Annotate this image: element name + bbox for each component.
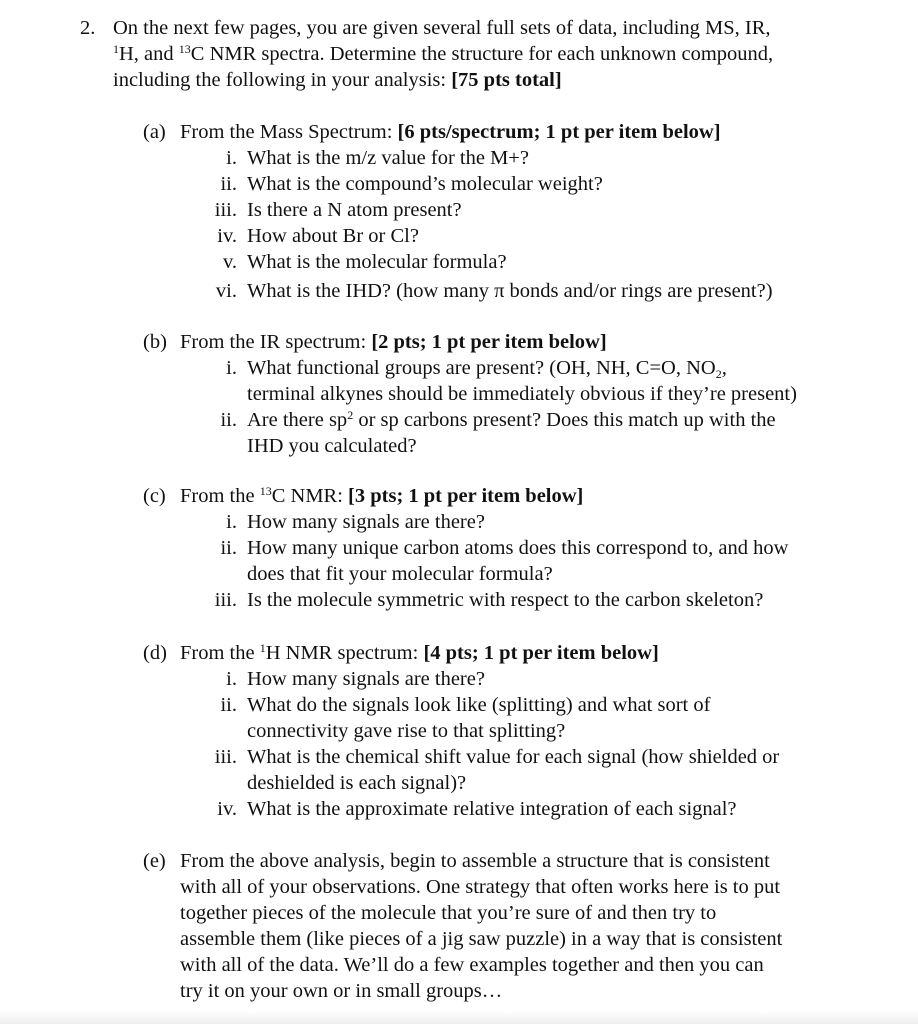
page-bottom-edge (0, 1010, 918, 1024)
list-item (143, 278, 873, 304)
superscript-1: 1 (113, 42, 119, 56)
section-d-title-b: H NMR spectrum: (265, 642, 419, 664)
paragraph-line: assemble them (like pieces of a jig saw puzzle) in a way that is consistent (180, 928, 783, 950)
item-numeral: ii. (220, 409, 237, 431)
section-c (143, 483, 873, 613)
item-numeral: iv. (217, 225, 237, 247)
item-text: What do the signals look like (splitting) and what sort of (247, 694, 711, 716)
item-text: How many unique carbon atoms does this correspond to, and how (247, 537, 789, 559)
list-item (143, 197, 873, 223)
section-c-letter: (c) (143, 485, 166, 507)
section-b-title-text: From the IR spectrum: (180, 331, 367, 353)
question-intro (113, 15, 873, 93)
item-text: How about Br or Cl? (247, 225, 419, 247)
superscript-13: 13 (178, 42, 191, 56)
item-text-line-2: connectivity gave rise to that splitting? (247, 720, 566, 742)
intro-line-2 (113, 41, 873, 67)
section-d-title-a: From the (180, 642, 255, 664)
list-item (143, 355, 873, 407)
list-item (143, 223, 873, 249)
list-item (143, 587, 873, 613)
list-item (143, 666, 873, 692)
intro-line-3 (113, 67, 873, 93)
section-c-points: [3 pts; 1 pt per item below] (348, 485, 584, 507)
section-d-letter: (d) (143, 642, 167, 664)
superscript-13: 13 (259, 484, 272, 498)
section-d-heading (143, 640, 873, 666)
section-a-letter: (a) (143, 121, 166, 143)
section-b-points: [2 pts; 1 pt per item below] (371, 331, 607, 353)
item-text: What is the chemical shift value for each signal (how shielded or (247, 746, 780, 768)
list-item (143, 796, 873, 822)
item-text: Is the molecule symmetric with respect to the carbon skeleton? (247, 589, 764, 611)
intro-line-2b: C NMR spectra. Determine the structure for each unknown compound, (190, 43, 774, 65)
section-a-points: [6 pts/spectrum; 1 pt per item below] (397, 121, 721, 143)
list-item (143, 509, 873, 535)
list-item (143, 692, 873, 744)
item-numeral: ii. (220, 537, 237, 559)
paragraph-line: together pieces of the molecule that you’re sure of and then try to (180, 902, 717, 924)
item-text-part-b: or sp carbons present? Does this match up with the (353, 409, 776, 431)
item-text: Is there a N atom present? (247, 199, 462, 221)
item-text-line-2: terminal alkynes should be immediately obvious if they’re present) (247, 383, 797, 405)
item-numeral: i. (226, 511, 237, 533)
list-item (143, 145, 873, 171)
item-text (247, 355, 873, 381)
item-text: What is the m/z value for the M+? (247, 147, 529, 169)
section-a-title (180, 119, 721, 145)
item-numeral: v. (222, 251, 237, 273)
section-a-title-text: From the Mass Spectrum: (180, 121, 393, 143)
item-text: How many signals are there? (247, 511, 485, 533)
paragraph-line: try it on your own or in small groups… (180, 980, 503, 1002)
item-text: How many signals are there? (247, 668, 485, 690)
section-a-heading (143, 119, 873, 145)
section-e-letter: (e) (143, 850, 166, 872)
section-b-heading (143, 329, 873, 355)
list-item (143, 249, 873, 275)
section-e-paragraph (180, 848, 860, 1004)
item-numeral: iii. (214, 589, 237, 611)
item-numeral: ii. (220, 173, 237, 195)
item-text-line-2: does that fit your molecular formula? (247, 563, 553, 585)
paragraph-line: From the above analysis, begin to assemble a structure that is consistent (180, 850, 770, 872)
item-numeral: i. (226, 147, 237, 169)
paragraph-line: with all of the data. We’ll do a few examples together and then you can (180, 954, 764, 976)
item-text: What is the molecular formula? (247, 251, 507, 273)
subscript-2: 2 (715, 367, 722, 381)
section-b (143, 329, 873, 459)
item-text: What is the IHD? (how many π bonds and/or rings are present?) (247, 280, 773, 302)
superscript-1: 1 (259, 641, 266, 655)
item-numeral: iii. (214, 746, 237, 768)
item-numeral: iii. (214, 199, 237, 221)
section-c-title-b: C NMR: (271, 485, 343, 507)
item-text-part-a: Are there sp (247, 409, 348, 431)
list-item (143, 535, 873, 587)
item-text (247, 407, 873, 433)
section-b-letter: (b) (143, 331, 167, 353)
section-b-title (180, 329, 607, 355)
superscript-2: 2 (347, 408, 354, 422)
item-text-line-1-end: , (721, 357, 727, 379)
item-text-line-2: deshielded is each signal)? (247, 772, 467, 794)
section-a (143, 119, 873, 304)
intro-line-2a: H, and (119, 43, 174, 65)
paragraph-line: with all of your observations. One strategy that often works here is to put (180, 876, 781, 898)
section-c-heading (143, 483, 873, 509)
item-text: What is the approximate relative integration of each signal? (247, 798, 737, 820)
question-number: 2. (80, 17, 96, 39)
section-c-title-a: From the (180, 485, 255, 507)
intro-line-3-text: including the following in your analysis: (113, 69, 447, 91)
section-d (143, 640, 873, 822)
total-points: [75 pts total] (451, 69, 562, 91)
item-numeral: iv. (217, 798, 237, 820)
item-text-line-1: What functional groups are present? (OH, NH, C=O, NO (247, 357, 716, 379)
section-d-title (180, 640, 659, 666)
item-text-line-2: IHD you calculated? (247, 435, 417, 457)
section-d-points: [4 pts; 1 pt per item below] (423, 642, 659, 664)
item-text: What is the compound’s molecular weight? (247, 173, 603, 195)
list-item (143, 171, 873, 197)
item-numeral: i. (226, 357, 237, 379)
section-c-title (180, 483, 583, 509)
list-item (143, 407, 873, 459)
item-numeral: i. (226, 668, 237, 690)
item-numeral: ii. (220, 694, 237, 716)
list-item (143, 744, 873, 796)
item-numeral: vi. (215, 280, 237, 302)
intro-line-1: On the next few pages, you are given several full sets of data, including MS, IR, (113, 17, 771, 39)
